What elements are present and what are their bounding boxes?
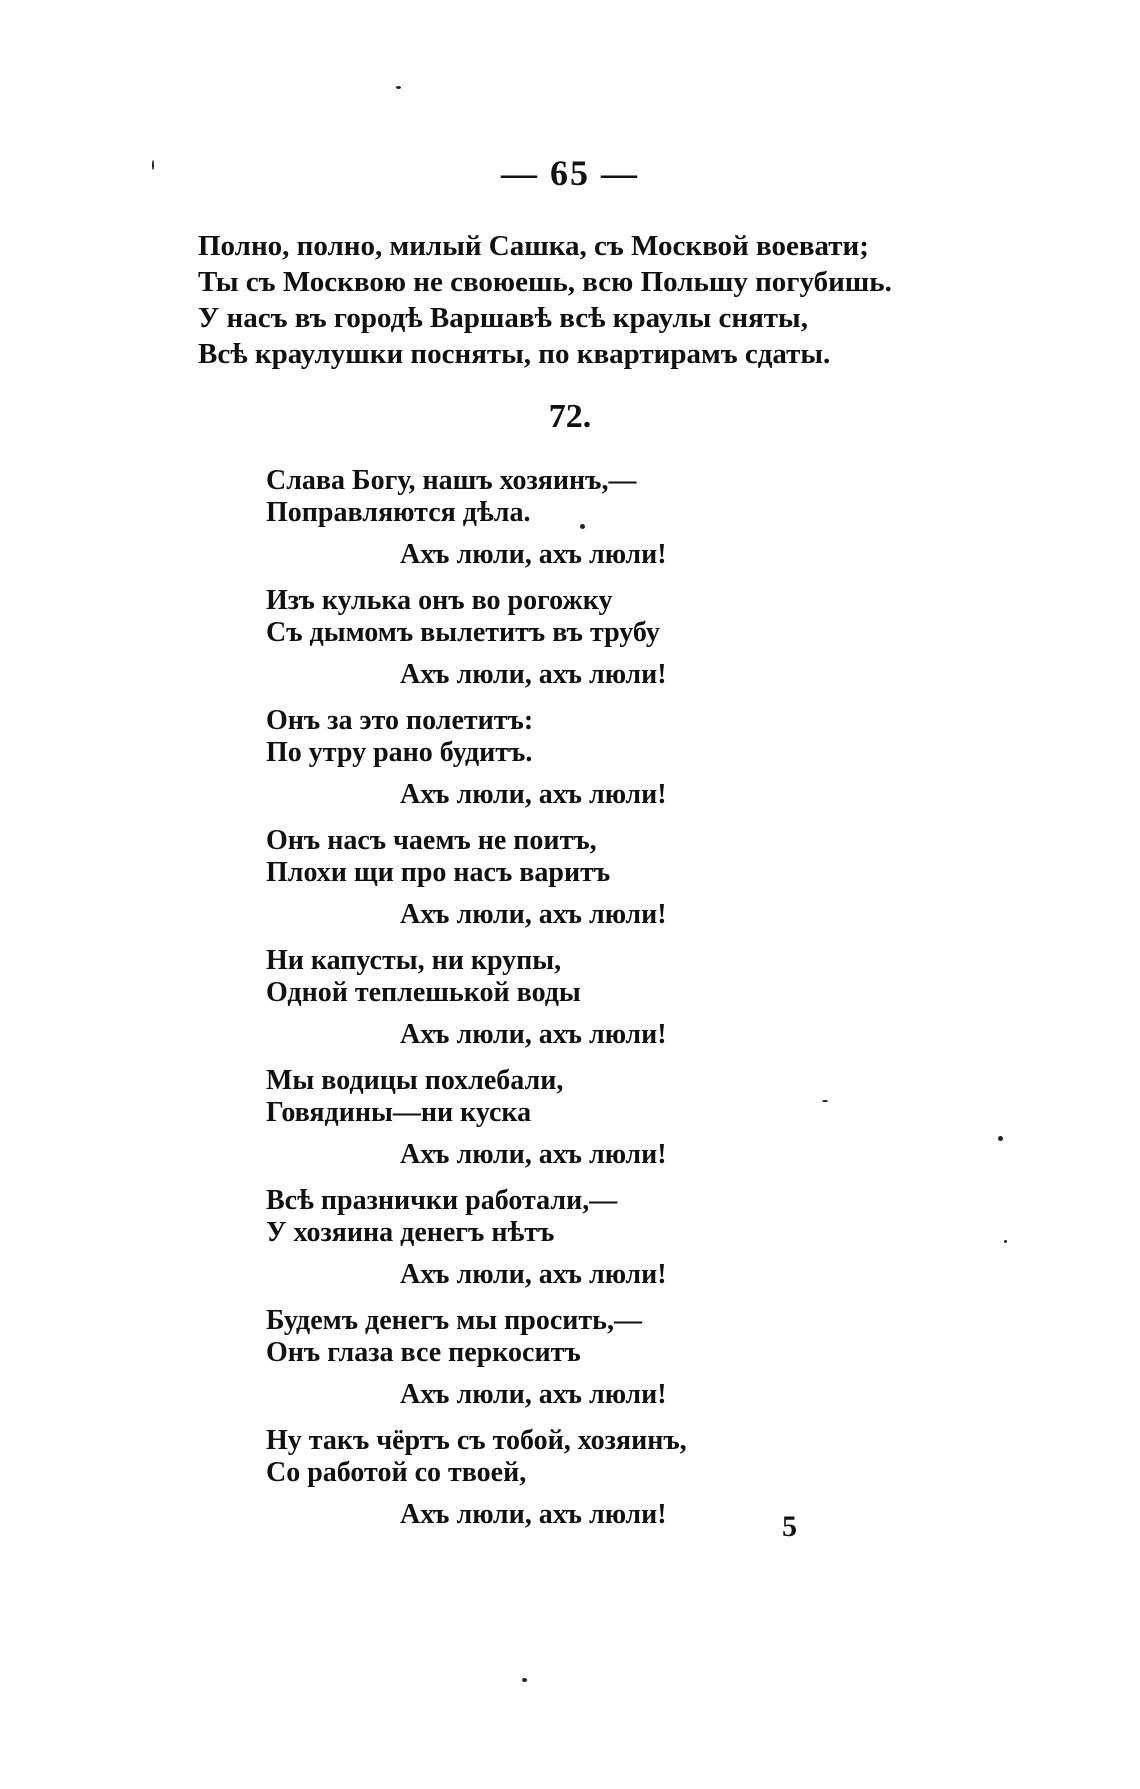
verse-line: Изъ кулька онъ во рогожку (266, 585, 613, 616)
page-number: — 65 — (501, 153, 639, 193)
verse-line: Ну такъ чёртъ съ тобой, хозяинъ, (266, 1425, 687, 1456)
verse-line: Слава Богу, нашъ хозяинъ,— (266, 465, 637, 496)
stanza-line: У насъ въ городѣ Варшавѣ всѣ краулы сняты, (198, 302, 808, 334)
scan-speck (522, 1678, 527, 1682)
verse-line: Съ дымомъ вылетитъ въ трубу (266, 617, 660, 648)
scan-speck (822, 1100, 828, 1102)
verse-line: У хозяина денегъ нѣтъ (266, 1217, 555, 1248)
verse-line: Одной теплешькой воды (266, 977, 581, 1008)
refrain-line: Ахъ люли, ахъ люли! (400, 899, 667, 930)
top-stanza (198, 228, 998, 372)
verse-line: Будемъ денегъ мы просить,— (266, 1305, 642, 1336)
refrain-line: Ахъ люли, ахъ люли! (400, 1139, 667, 1170)
verse-line: Со работой со твоей, (266, 1457, 527, 1488)
stanza-line: Ты съ Москвою не своюешь, всю Польшу погубишь. (198, 266, 892, 298)
verse-line: По утру рано будитъ. (266, 737, 533, 768)
verse-line: Всѣ празнички работали,— (266, 1185, 618, 1216)
scan-speck (396, 86, 401, 89)
verse (266, 585, 966, 705)
verse (266, 705, 966, 825)
refrain-line: Ахъ люли, ахъ люли! (400, 1499, 667, 1530)
refrain-line: Ахъ люли, ахъ люли! (400, 1019, 667, 1050)
verse (266, 945, 966, 1065)
verse (266, 1065, 966, 1185)
song-number: 72. (548, 398, 592, 435)
verse-line: Онъ глаза все перкоситъ (266, 1337, 581, 1368)
verse (266, 1185, 966, 1305)
refrain-line: Ахъ люли, ахъ люли! (400, 779, 667, 810)
verse-line: Ни капусты, ни крупы, (266, 945, 562, 976)
verse-line: Мы водицы похлебали, (266, 1065, 564, 1096)
scan-speck (580, 524, 585, 529)
stanza-line: Всѣ краулушки посняты, по квартирамъ сдаты. (198, 338, 831, 370)
stanza-line: Полно, полно, милый Сашка, съ Москвой воевати; (198, 230, 869, 262)
verse (266, 1305, 966, 1425)
verse-line: Онъ за это полетитъ: (266, 705, 534, 736)
verse-line: Плохи щи про насъ варитъ (266, 857, 611, 888)
verse-line: Говядины—ни куска (266, 1097, 532, 1128)
verse-line: Поправляются дѣла. (266, 497, 531, 528)
scan-speck (998, 1136, 1003, 1141)
refrain-line: Ахъ люли, ахъ люли! (400, 1379, 667, 1410)
scan-speck (152, 160, 154, 170)
refrain-line: Ахъ люли, ахъ люли! (400, 1259, 667, 1290)
refrain-line: Ахъ люли, ахъ люли! (400, 539, 667, 570)
refrain-line: Ахъ люли, ахъ люли! (400, 659, 667, 690)
verse (266, 1425, 966, 1545)
signature-mark: 5 (782, 1510, 797, 1543)
verse (266, 825, 966, 945)
verse (266, 465, 966, 585)
song-text (266, 465, 966, 1545)
scan-speck (1004, 1240, 1007, 1243)
verse-line: Онъ насъ чаемъ не поитъ, (266, 825, 597, 856)
